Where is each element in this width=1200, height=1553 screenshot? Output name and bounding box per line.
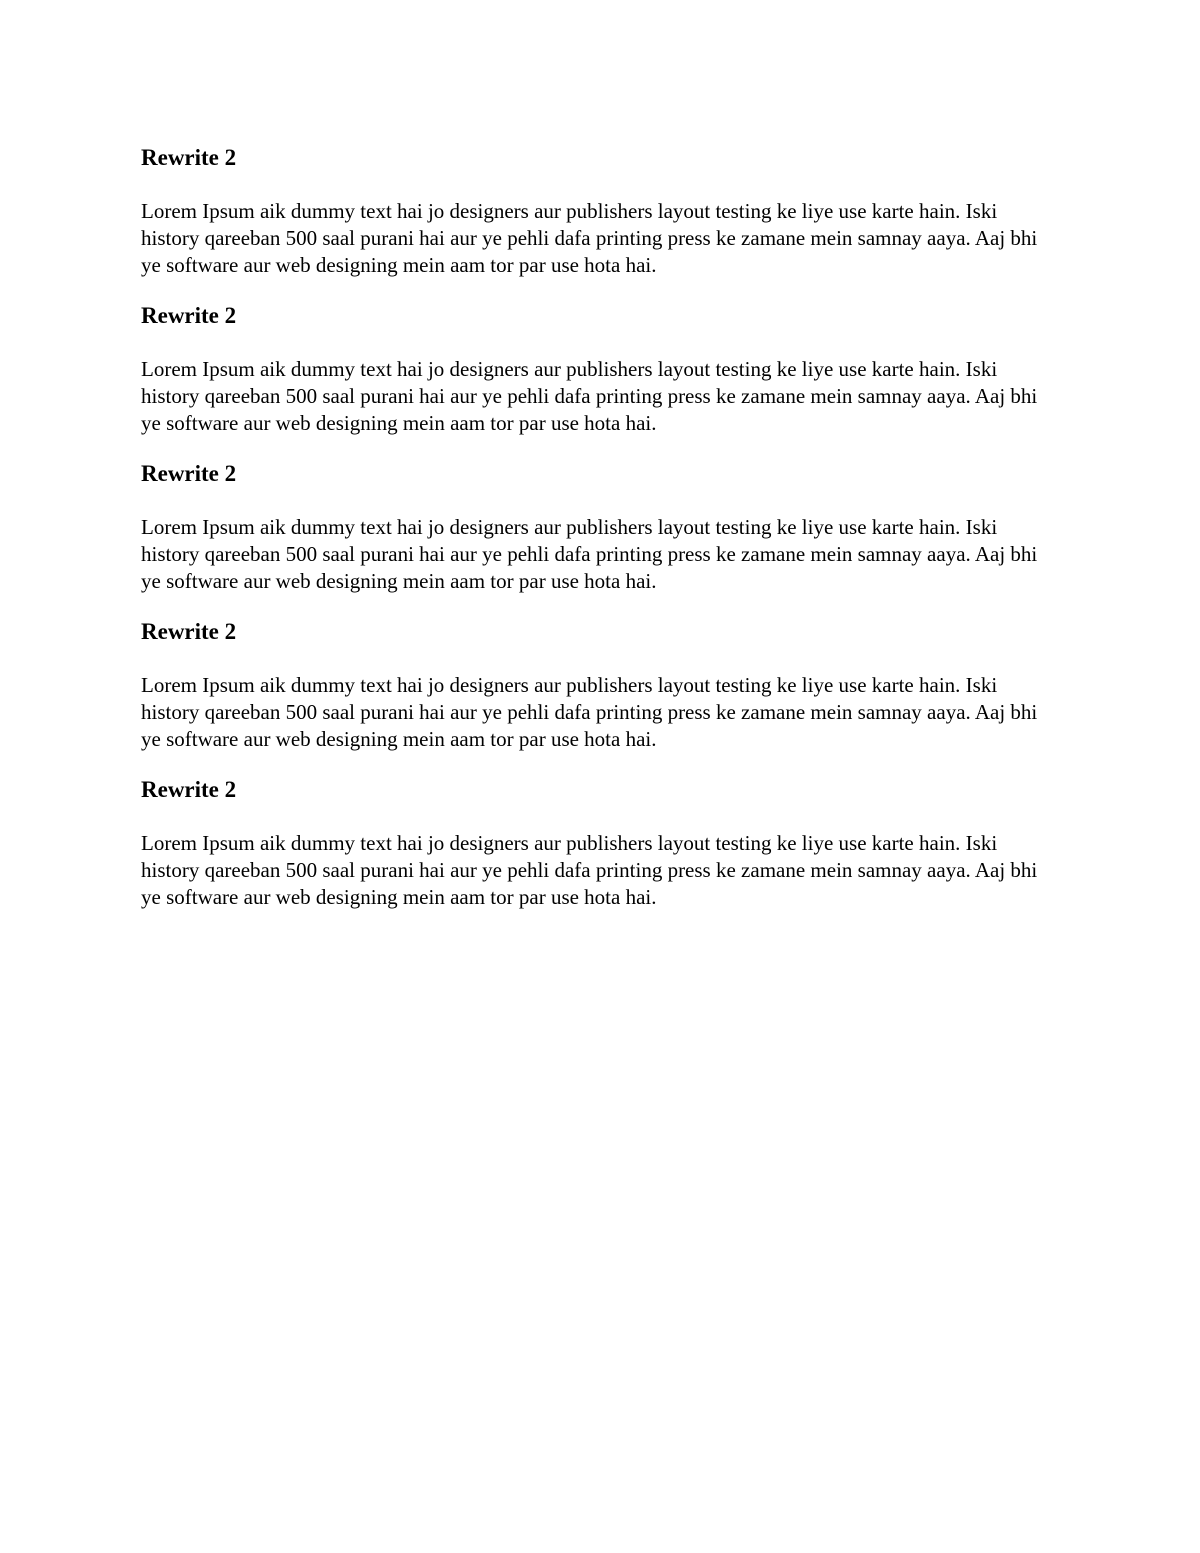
section-paragraph: Lorem Ipsum aik dummy text hai jo designers aur publishers layout testing ke liye use karte hain. Iski history qareeban 500 saal purani hai aur ye pehli dafa printing press ke zamane mein samnay aaya. Aaj bhi ye software aur web designing mein aam tor par use hota hai.	[141, 199, 1038, 277]
section-paragraph: Lorem Ipsum aik dummy text hai jo designers aur publishers layout testing ke liye use karte hain. Iski history qareeban 500 saal purani hai aur ye pehli dafa printing press ke zamane mein samnay aaya. Aaj bhi ye software aur web designing mein aam tor par use hota hai.	[141, 831, 1038, 909]
document-section	[141, 774, 1046, 911]
document-section	[141, 616, 1046, 753]
section-heading: Rewrite 2	[141, 619, 237, 644]
section-heading: Rewrite 2	[141, 303, 237, 328]
section-heading: Rewrite 2	[141, 461, 237, 486]
document-section	[141, 458, 1046, 595]
section-paragraph: Lorem Ipsum aik dummy text hai jo designers aur publishers layout testing ke liye use karte hain. Iski history qareeban 500 saal purani hai aur ye pehli dafa printing press ke zamane mein samnay aaya. Aaj bhi ye software aur web designing mein aam tor par use hota hai.	[141, 515, 1038, 593]
section-heading: Rewrite 2	[141, 777, 237, 802]
document-section	[141, 300, 1046, 437]
section-heading: Rewrite 2	[141, 145, 237, 170]
section-paragraph: Lorem Ipsum aik dummy text hai jo designers aur publishers layout testing ke liye use karte hain. Iski history qareeban 500 saal purani hai aur ye pehli dafa printing press ke zamane mein samnay aaya. Aaj bhi ye software aur web designing mein aam tor par use hota hai.	[141, 357, 1038, 435]
section-paragraph: Lorem Ipsum aik dummy text hai jo designers aur publishers layout testing ke liye use karte hain. Iski history qareeban 500 saal purani hai aur ye pehli dafa printing press ke zamane mein samnay aaya. Aaj bhi ye software aur web designing mein aam tor par use hota hai.	[141, 673, 1038, 751]
document-section	[141, 142, 1046, 279]
document-content	[141, 142, 1046, 932]
